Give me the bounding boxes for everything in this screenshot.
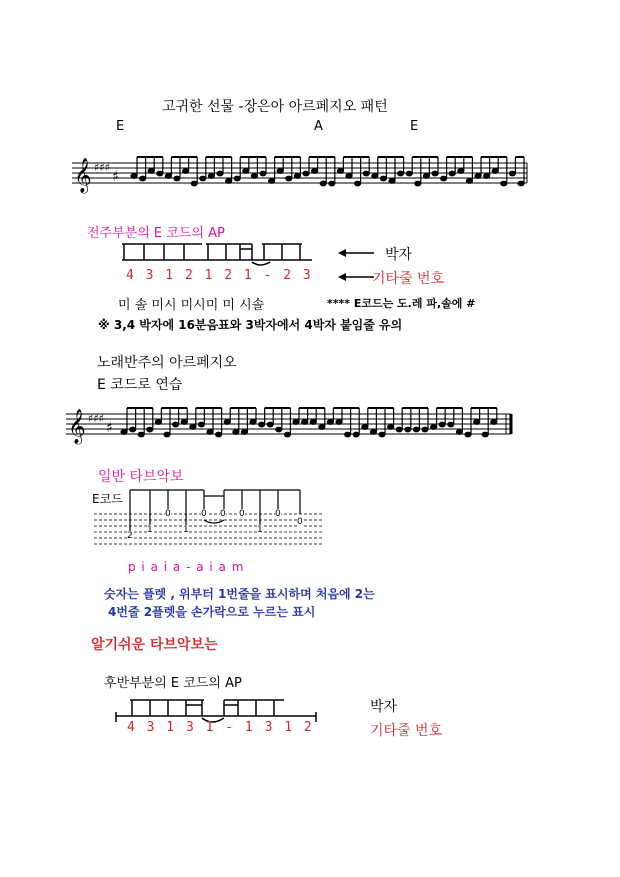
note-head — [260, 171, 266, 176]
note-head — [398, 171, 404, 176]
note-head — [380, 176, 386, 181]
note-head — [337, 169, 343, 174]
svg-text:♯: ♯ — [106, 420, 113, 436]
svg-text:♯♯♯: ♯♯♯ — [88, 412, 104, 425]
practice-subtitle: E 코드로 연습 — [97, 377, 183, 393]
svg-text:𝄞: 𝄞 — [68, 409, 86, 444]
note-head — [147, 427, 153, 432]
note-head — [224, 420, 230, 425]
arrow-icon — [338, 248, 378, 258]
note-head — [320, 181, 326, 186]
note-head — [293, 420, 299, 425]
note-head — [312, 169, 318, 174]
note-head — [191, 181, 197, 186]
note-head — [372, 174, 378, 179]
note-head — [216, 432, 222, 437]
note-head — [465, 432, 471, 437]
note-head — [346, 174, 352, 179]
note-head — [303, 171, 309, 176]
note-head — [241, 430, 247, 435]
note-head — [277, 169, 283, 174]
intro-heading: 전주부분의 E 코드의 AP — [87, 226, 225, 241]
note-head — [234, 176, 240, 181]
outro-string-label: 기타줄 번호 — [370, 723, 443, 739]
svg-text:♯: ♯ — [112, 169, 119, 185]
note-head — [491, 420, 497, 425]
note-head — [267, 422, 273, 427]
rhythm-remark: ※ 3,4 박자에 16분음표와 3박자에서 4박자 붙임줄 유의 — [98, 318, 403, 332]
note-head — [432, 171, 438, 176]
note-head — [466, 179, 472, 184]
string-label: 기타줄 번호 — [372, 271, 445, 287]
note-head — [155, 420, 161, 425]
note-head — [226, 179, 232, 184]
note-head — [389, 179, 395, 184]
note-head — [140, 176, 146, 181]
note-head — [284, 432, 290, 437]
page-title: 고귀한 선물 -장은아 아르페지오 패턴 — [162, 99, 388, 115]
chord-label-e2: E — [410, 119, 419, 134]
note-head — [363, 171, 369, 176]
note-head — [250, 420, 256, 425]
note-head — [474, 420, 480, 425]
music-staff-1 — [72, 145, 532, 205]
note-head — [233, 430, 239, 435]
tab-fret-1: 1 — [257, 525, 263, 535]
solfege-text: 미 솔 미시 미시미 미 시솔 — [118, 298, 265, 313]
note-head — [173, 422, 179, 427]
note-head — [482, 432, 488, 437]
note-head — [405, 427, 411, 432]
intro-string-numbers: 4 3 1 2 1 2 1 - 2 3 — [126, 268, 313, 283]
note-head — [458, 169, 464, 174]
note-head — [518, 181, 524, 186]
note-head — [164, 432, 170, 437]
note-head — [441, 176, 447, 181]
note-head — [422, 427, 428, 432]
note-head — [294, 174, 300, 179]
note-head — [456, 430, 462, 435]
intro-rhythm — [122, 240, 342, 264]
note-head — [484, 174, 490, 179]
note-head — [207, 430, 213, 435]
outro-heading: 후반부분의 E 코드의 AP — [104, 676, 242, 691]
note-head — [243, 169, 249, 174]
note-head — [355, 181, 361, 186]
note-head — [439, 422, 445, 427]
note-head — [415, 181, 421, 186]
note-head — [475, 174, 481, 179]
note-head — [190, 425, 196, 430]
practice-title: 노래반주의 아르페지오 — [97, 355, 237, 371]
note-head — [327, 420, 333, 425]
note-head — [423, 174, 429, 179]
note-head — [131, 174, 137, 179]
note-head — [121, 430, 127, 435]
note-head — [336, 420, 342, 425]
note-head — [200, 176, 206, 181]
music-staff-2 — [66, 402, 516, 452]
note-head — [329, 181, 335, 186]
tab-fret-0: 0 — [275, 509, 281, 519]
note-head — [302, 420, 308, 425]
tab-fret-1: 1 — [147, 525, 153, 535]
note-head — [362, 425, 368, 430]
note-head — [448, 422, 454, 427]
note-head — [198, 422, 204, 427]
note-head — [353, 432, 359, 437]
note-head — [492, 169, 498, 174]
note-head — [396, 427, 402, 432]
note-head — [310, 420, 316, 425]
tab-fret-0: 0 — [220, 509, 226, 519]
tab-fret-2: 2 — [127, 531, 133, 541]
tab-heading: 일반 타브악보 — [98, 469, 184, 485]
note-head — [431, 425, 437, 430]
finger-pattern: p i a i a - a i a m — [128, 560, 245, 574]
tab-fret-1: 1 — [183, 525, 189, 535]
note-head — [208, 174, 214, 179]
note-head — [319, 425, 325, 430]
note-head — [251, 174, 257, 179]
outro-beat-label: 박자 — [370, 699, 398, 715]
tab-fret-0: 0 — [165, 509, 171, 519]
tab-fret-0: 0 — [239, 509, 245, 519]
note-head — [165, 174, 171, 179]
tab-explain-1: 숫자는 플렛 , 위부터 1번줄을 표시하며 처음에 2는 — [104, 587, 375, 601]
note-head — [217, 171, 223, 176]
svg-text:♯♯♯: ♯♯♯ — [94, 161, 110, 174]
outro-string-numbers: 4 3 1 3 1 - 1 3 1 2 — [127, 720, 314, 735]
note-head — [509, 171, 515, 176]
note-head — [157, 171, 163, 176]
svg-text:𝄞: 𝄞 — [74, 158, 92, 193]
easy-tab-heading: 알기쉬운 타브악보는 — [91, 637, 218, 653]
note-head — [183, 169, 189, 174]
note-head — [286, 176, 292, 181]
note-head — [269, 179, 275, 184]
note-head — [370, 430, 376, 435]
note-head — [138, 432, 144, 437]
note-head — [501, 181, 507, 186]
tab-staff — [92, 486, 332, 556]
tab-chord-label: E코드 — [92, 492, 123, 506]
chord-label-a: A — [314, 119, 323, 134]
note-head — [259, 422, 265, 427]
note-head — [130, 427, 136, 432]
note-head — [388, 425, 394, 430]
chord-label-e1: E — [116, 119, 125, 134]
tab-fret-0: 0 — [201, 509, 207, 519]
note-head — [406, 171, 412, 176]
note-head — [174, 176, 180, 181]
note-head — [181, 420, 187, 425]
tab-fret-0: 0 — [297, 517, 303, 527]
note-head — [413, 427, 419, 432]
chord-note: **** E코드는 도.레 파,솔에 # — [327, 297, 476, 310]
note-head — [379, 432, 385, 437]
tab-explain-2: 4번줄 2플렛을 손가락으로 누르는 표시 — [108, 605, 316, 619]
note-head — [276, 427, 282, 432]
note-head — [345, 432, 351, 437]
note-head — [148, 169, 154, 174]
beat-label: 박자 — [385, 247, 413, 263]
note-head — [449, 171, 455, 176]
